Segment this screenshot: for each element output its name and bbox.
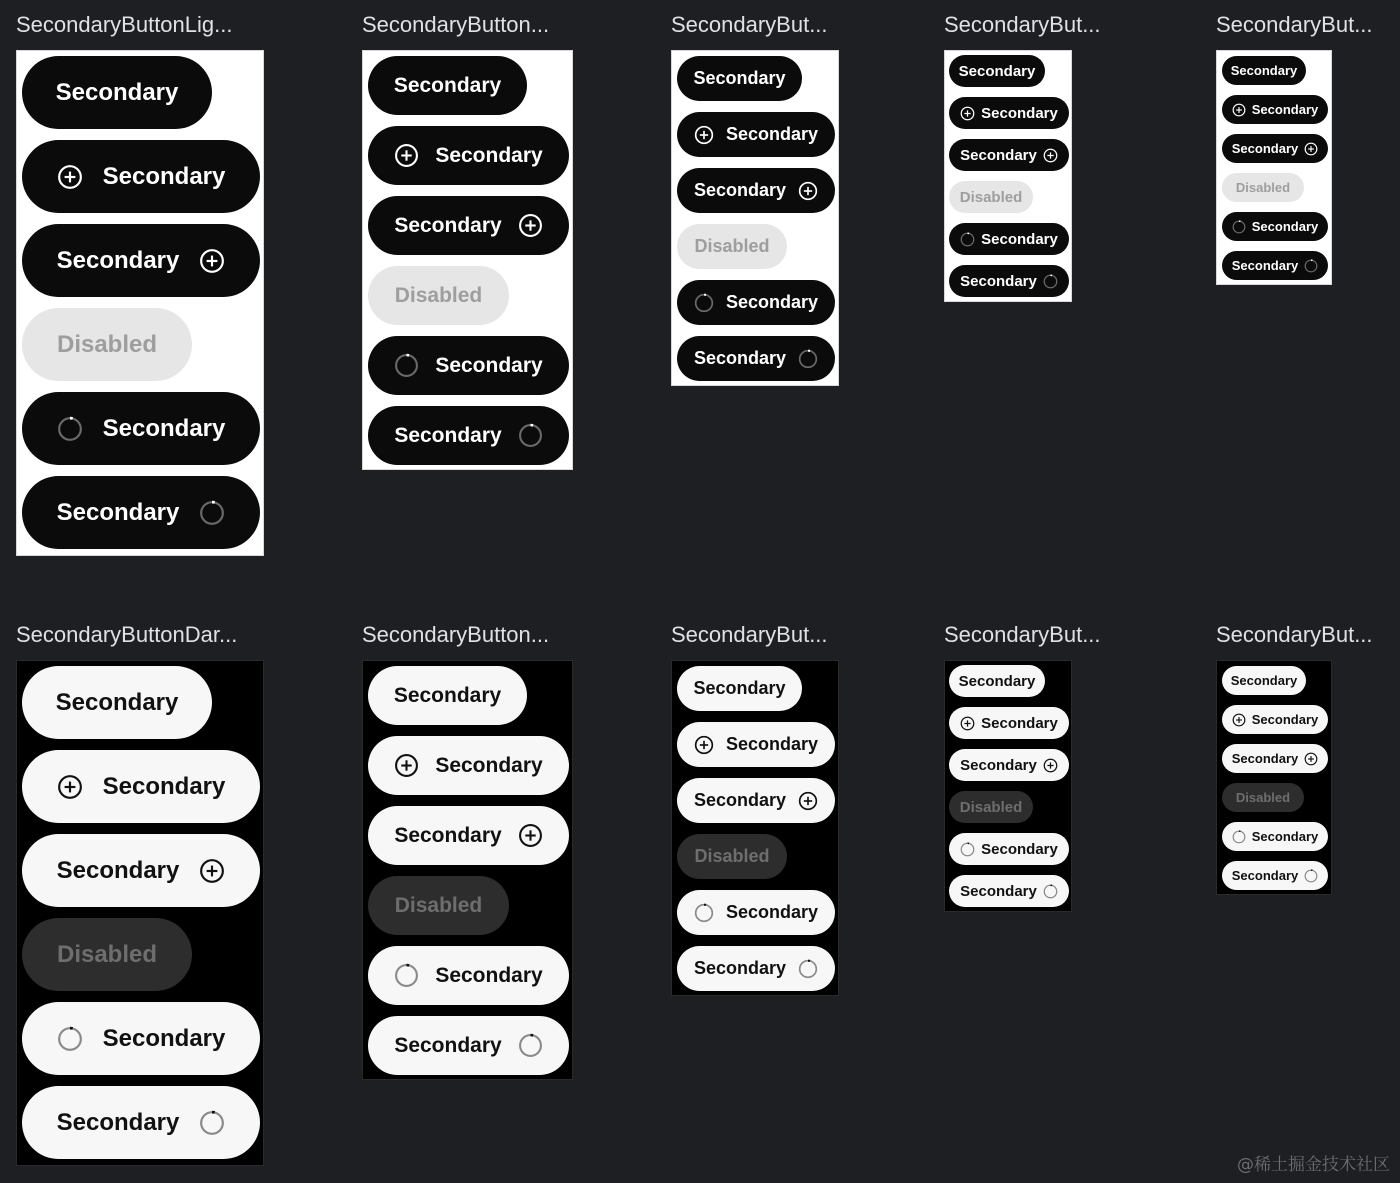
button-label: Secondary bbox=[102, 1024, 226, 1052]
add-circle-icon bbox=[57, 774, 83, 800]
disabled-button bbox=[949, 181, 1033, 213]
secondary-button-with-icon[interactable] bbox=[949, 707, 1069, 739]
dark-preview-surface bbox=[16, 660, 264, 1166]
secondary-button-with-icon[interactable] bbox=[1222, 95, 1328, 124]
preview-title: SecondaryButton... bbox=[362, 12, 550, 37]
preview-title: SecondaryButton... bbox=[362, 622, 550, 647]
secondary-button-with-icon[interactable] bbox=[22, 140, 260, 213]
secondary-button-with-icon[interactable] bbox=[1222, 134, 1328, 163]
loading-spinner-icon bbox=[57, 1026, 83, 1052]
button-label: Secondary bbox=[960, 756, 1037, 774]
loading-button[interactable] bbox=[949, 875, 1069, 907]
add-circle-icon bbox=[960, 106, 975, 121]
secondary-button[interactable] bbox=[1222, 56, 1306, 85]
add-circle-icon bbox=[518, 213, 543, 238]
button-label: Secondary bbox=[435, 353, 543, 377]
secondary-button-with-icon[interactable] bbox=[368, 126, 569, 185]
button-label: Secondary bbox=[393, 683, 502, 707]
loading-spinner-icon bbox=[694, 293, 714, 313]
button-label: Disabled bbox=[1235, 180, 1291, 195]
loading-button[interactable] bbox=[22, 392, 260, 465]
add-circle-icon bbox=[1232, 103, 1246, 117]
disabled-button bbox=[368, 266, 509, 325]
button-label: Secondary bbox=[1251, 829, 1319, 844]
light-preview-surface bbox=[1216, 50, 1332, 285]
secondary-button-with-icon[interactable] bbox=[22, 224, 260, 297]
button-label: Secondary bbox=[56, 498, 180, 526]
secondary-button-with-icon[interactable] bbox=[22, 834, 260, 907]
dark-preview-surface bbox=[671, 660, 839, 996]
add-circle-icon bbox=[57, 164, 83, 190]
loading-spinner-icon bbox=[1043, 274, 1058, 289]
button-label: Disabled bbox=[959, 188, 1023, 206]
button-label: Secondary bbox=[725, 124, 819, 144]
loading-button[interactable] bbox=[22, 1002, 260, 1075]
button-label: Secondary bbox=[958, 672, 1036, 690]
secondary-button-with-icon[interactable] bbox=[368, 736, 569, 795]
add-circle-icon bbox=[798, 181, 818, 201]
watermark: @稀土掘金技术社区 bbox=[1237, 1155, 1390, 1175]
button-label: Secondary bbox=[1251, 712, 1319, 727]
button-label: Secondary bbox=[981, 230, 1058, 248]
loading-button[interactable] bbox=[1222, 861, 1328, 890]
secondary-button-with-icon[interactable] bbox=[1222, 705, 1328, 734]
disabled-button bbox=[1222, 173, 1304, 202]
add-circle-icon bbox=[1232, 713, 1246, 727]
secondary-button-with-icon[interactable] bbox=[22, 750, 260, 823]
loading-button[interactable] bbox=[368, 336, 569, 395]
button-label: Secondary bbox=[725, 734, 819, 754]
disabled-button bbox=[677, 834, 787, 879]
add-circle-icon bbox=[694, 735, 714, 755]
loading-button[interactable] bbox=[677, 946, 835, 991]
secondary-button[interactable] bbox=[949, 665, 1045, 697]
loading-button[interactable] bbox=[368, 406, 569, 465]
secondary-button-with-icon[interactable] bbox=[677, 112, 835, 157]
preview-title: SecondaryButtonDar... bbox=[16, 622, 238, 647]
add-circle-icon bbox=[199, 248, 225, 274]
button-label: Secondary bbox=[1230, 673, 1298, 688]
loading-button[interactable] bbox=[677, 336, 835, 381]
secondary-button-with-icon[interactable] bbox=[949, 749, 1069, 781]
secondary-button-with-icon[interactable] bbox=[677, 778, 835, 823]
preview-title: SecondaryButtonLig... bbox=[16, 12, 233, 37]
disabled-button bbox=[22, 918, 192, 991]
dark-preview-surface bbox=[1216, 660, 1332, 895]
button-label: Secondary bbox=[394, 1033, 502, 1057]
button-label: Secondary bbox=[1251, 219, 1319, 234]
button-label: Disabled bbox=[1235, 790, 1291, 805]
loading-spinner-icon bbox=[1043, 884, 1058, 899]
secondary-button[interactable] bbox=[949, 55, 1045, 87]
secondary-button-with-icon[interactable] bbox=[949, 139, 1069, 171]
disabled-button bbox=[677, 224, 787, 269]
loading-spinner-icon bbox=[518, 423, 543, 448]
button-label: Secondary bbox=[393, 73, 502, 97]
button-label: Secondary bbox=[981, 104, 1058, 122]
button-label: Secondary bbox=[1251, 102, 1319, 117]
secondary-button[interactable] bbox=[1222, 666, 1306, 695]
button-label: Disabled bbox=[394, 283, 483, 307]
button-label: Secondary bbox=[960, 272, 1037, 290]
add-circle-icon bbox=[518, 823, 543, 848]
button-label: Secondary bbox=[693, 790, 787, 810]
button-label: Secondary bbox=[693, 180, 787, 200]
secondary-button-with-icon[interactable] bbox=[677, 722, 835, 767]
button-label: Secondary bbox=[725, 292, 819, 312]
loading-spinner-icon bbox=[518, 1033, 543, 1058]
button-label: Secondary bbox=[1231, 751, 1299, 766]
secondary-button[interactable] bbox=[368, 666, 527, 725]
loading-button[interactable] bbox=[677, 890, 835, 935]
secondary-button-with-icon[interactable] bbox=[368, 196, 569, 255]
add-circle-icon bbox=[394, 753, 419, 778]
secondary-button-with-icon[interactable] bbox=[1222, 744, 1328, 773]
loading-button[interactable] bbox=[1222, 822, 1328, 851]
loading-spinner-icon bbox=[394, 353, 419, 378]
loading-spinner-icon bbox=[199, 500, 225, 526]
button-label: Secondary bbox=[102, 162, 226, 190]
secondary-button-with-icon[interactable] bbox=[368, 806, 569, 865]
button-label: Disabled bbox=[959, 798, 1023, 816]
button-label: Secondary bbox=[693, 348, 787, 368]
button-label: Secondary bbox=[102, 414, 226, 442]
add-circle-icon bbox=[960, 716, 975, 731]
loading-spinner-icon bbox=[394, 963, 419, 988]
loading-button[interactable] bbox=[677, 280, 835, 325]
preview-title: SecondaryBut... bbox=[1216, 622, 1373, 647]
loading-spinner-icon bbox=[57, 416, 83, 442]
button-label: Secondary bbox=[981, 714, 1058, 732]
loading-button[interactable] bbox=[368, 1016, 569, 1075]
secondary-button-with-icon[interactable] bbox=[677, 168, 835, 213]
button-label: Secondary bbox=[394, 213, 502, 237]
light-preview-surface bbox=[362, 50, 573, 470]
loading-button[interactable] bbox=[949, 833, 1069, 865]
button-label: Secondary bbox=[435, 753, 543, 777]
button-label: Secondary bbox=[56, 1108, 180, 1136]
button-label: Disabled bbox=[694, 846, 770, 866]
button-label: Secondary bbox=[1231, 141, 1299, 156]
button-label: Secondary bbox=[1231, 258, 1299, 273]
button-label: Secondary bbox=[693, 958, 787, 978]
button-label: Secondary bbox=[960, 146, 1037, 164]
add-circle-icon bbox=[798, 791, 818, 811]
light-preview-surface bbox=[16, 50, 264, 556]
add-circle-icon bbox=[394, 143, 419, 168]
add-circle-icon bbox=[1043, 758, 1058, 773]
disabled-button bbox=[22, 308, 192, 381]
light-preview-surface bbox=[944, 50, 1072, 302]
preview-title: SecondaryBut... bbox=[671, 622, 828, 647]
loading-button[interactable] bbox=[949, 265, 1069, 297]
preview-title: SecondaryBut... bbox=[944, 12, 1101, 37]
preview-title: SecondaryBut... bbox=[944, 622, 1101, 647]
button-label: Secondary bbox=[394, 823, 502, 847]
loading-button[interactable] bbox=[22, 476, 260, 549]
button-label: Disabled bbox=[56, 330, 158, 358]
add-circle-icon bbox=[694, 125, 714, 145]
button-label: Secondary bbox=[102, 772, 226, 800]
button-label: Secondary bbox=[1231, 868, 1299, 883]
secondary-button-with-icon[interactable] bbox=[949, 97, 1069, 129]
preview-title: SecondaryBut... bbox=[671, 12, 828, 37]
button-label: Secondary bbox=[55, 78, 179, 106]
dark-preview-surface bbox=[944, 660, 1072, 912]
loading-spinner-icon bbox=[694, 903, 714, 923]
secondary-button[interactable] bbox=[368, 56, 527, 115]
button-label: Secondary bbox=[435, 963, 543, 987]
loading-button[interactable] bbox=[22, 1086, 260, 1159]
secondary-button[interactable] bbox=[677, 666, 802, 711]
button-label: Secondary bbox=[693, 678, 786, 698]
secondary-button[interactable] bbox=[22, 666, 212, 739]
loading-spinner-icon bbox=[798, 349, 818, 369]
loading-spinner-icon bbox=[1232, 830, 1246, 844]
button-label: Secondary bbox=[55, 688, 179, 716]
button-label: Secondary bbox=[960, 882, 1037, 900]
button-label: Secondary bbox=[56, 246, 180, 274]
button-label: Disabled bbox=[394, 893, 483, 917]
button-label: Disabled bbox=[56, 940, 158, 968]
button-label: Secondary bbox=[958, 62, 1036, 80]
secondary-button[interactable] bbox=[22, 56, 212, 129]
button-label: Secondary bbox=[56, 856, 180, 884]
light-preview-surface bbox=[671, 50, 839, 386]
loading-spinner-icon bbox=[1304, 869, 1318, 883]
disabled-button bbox=[949, 791, 1033, 823]
loading-spinner-icon bbox=[1232, 220, 1246, 234]
dark-preview-surface bbox=[362, 660, 573, 1080]
loading-button[interactable] bbox=[1222, 251, 1328, 280]
button-label: Secondary bbox=[693, 68, 786, 88]
disabled-button bbox=[1222, 783, 1304, 812]
button-label: Secondary bbox=[725, 902, 819, 922]
loading-spinner-icon bbox=[199, 1110, 225, 1136]
add-circle-icon bbox=[199, 858, 225, 884]
button-label: Disabled bbox=[694, 236, 770, 256]
preview-title: SecondaryBut... bbox=[1216, 12, 1373, 37]
loading-button[interactable] bbox=[949, 223, 1069, 255]
loading-button[interactable] bbox=[368, 946, 569, 1005]
loading-button[interactable] bbox=[1222, 212, 1328, 241]
button-label: Secondary bbox=[981, 840, 1058, 858]
loading-spinner-icon bbox=[1304, 259, 1318, 273]
button-label: Secondary bbox=[435, 143, 543, 167]
add-circle-icon bbox=[1043, 148, 1058, 163]
add-circle-icon bbox=[1304, 142, 1318, 156]
button-label: Secondary bbox=[1230, 63, 1298, 78]
loading-spinner-icon bbox=[798, 959, 818, 979]
secondary-button[interactable] bbox=[677, 56, 802, 101]
loading-spinner-icon bbox=[960, 842, 975, 857]
add-circle-icon bbox=[1304, 752, 1318, 766]
disabled-button bbox=[368, 876, 509, 935]
loading-spinner-icon bbox=[960, 232, 975, 247]
button-label: Secondary bbox=[394, 423, 502, 447]
